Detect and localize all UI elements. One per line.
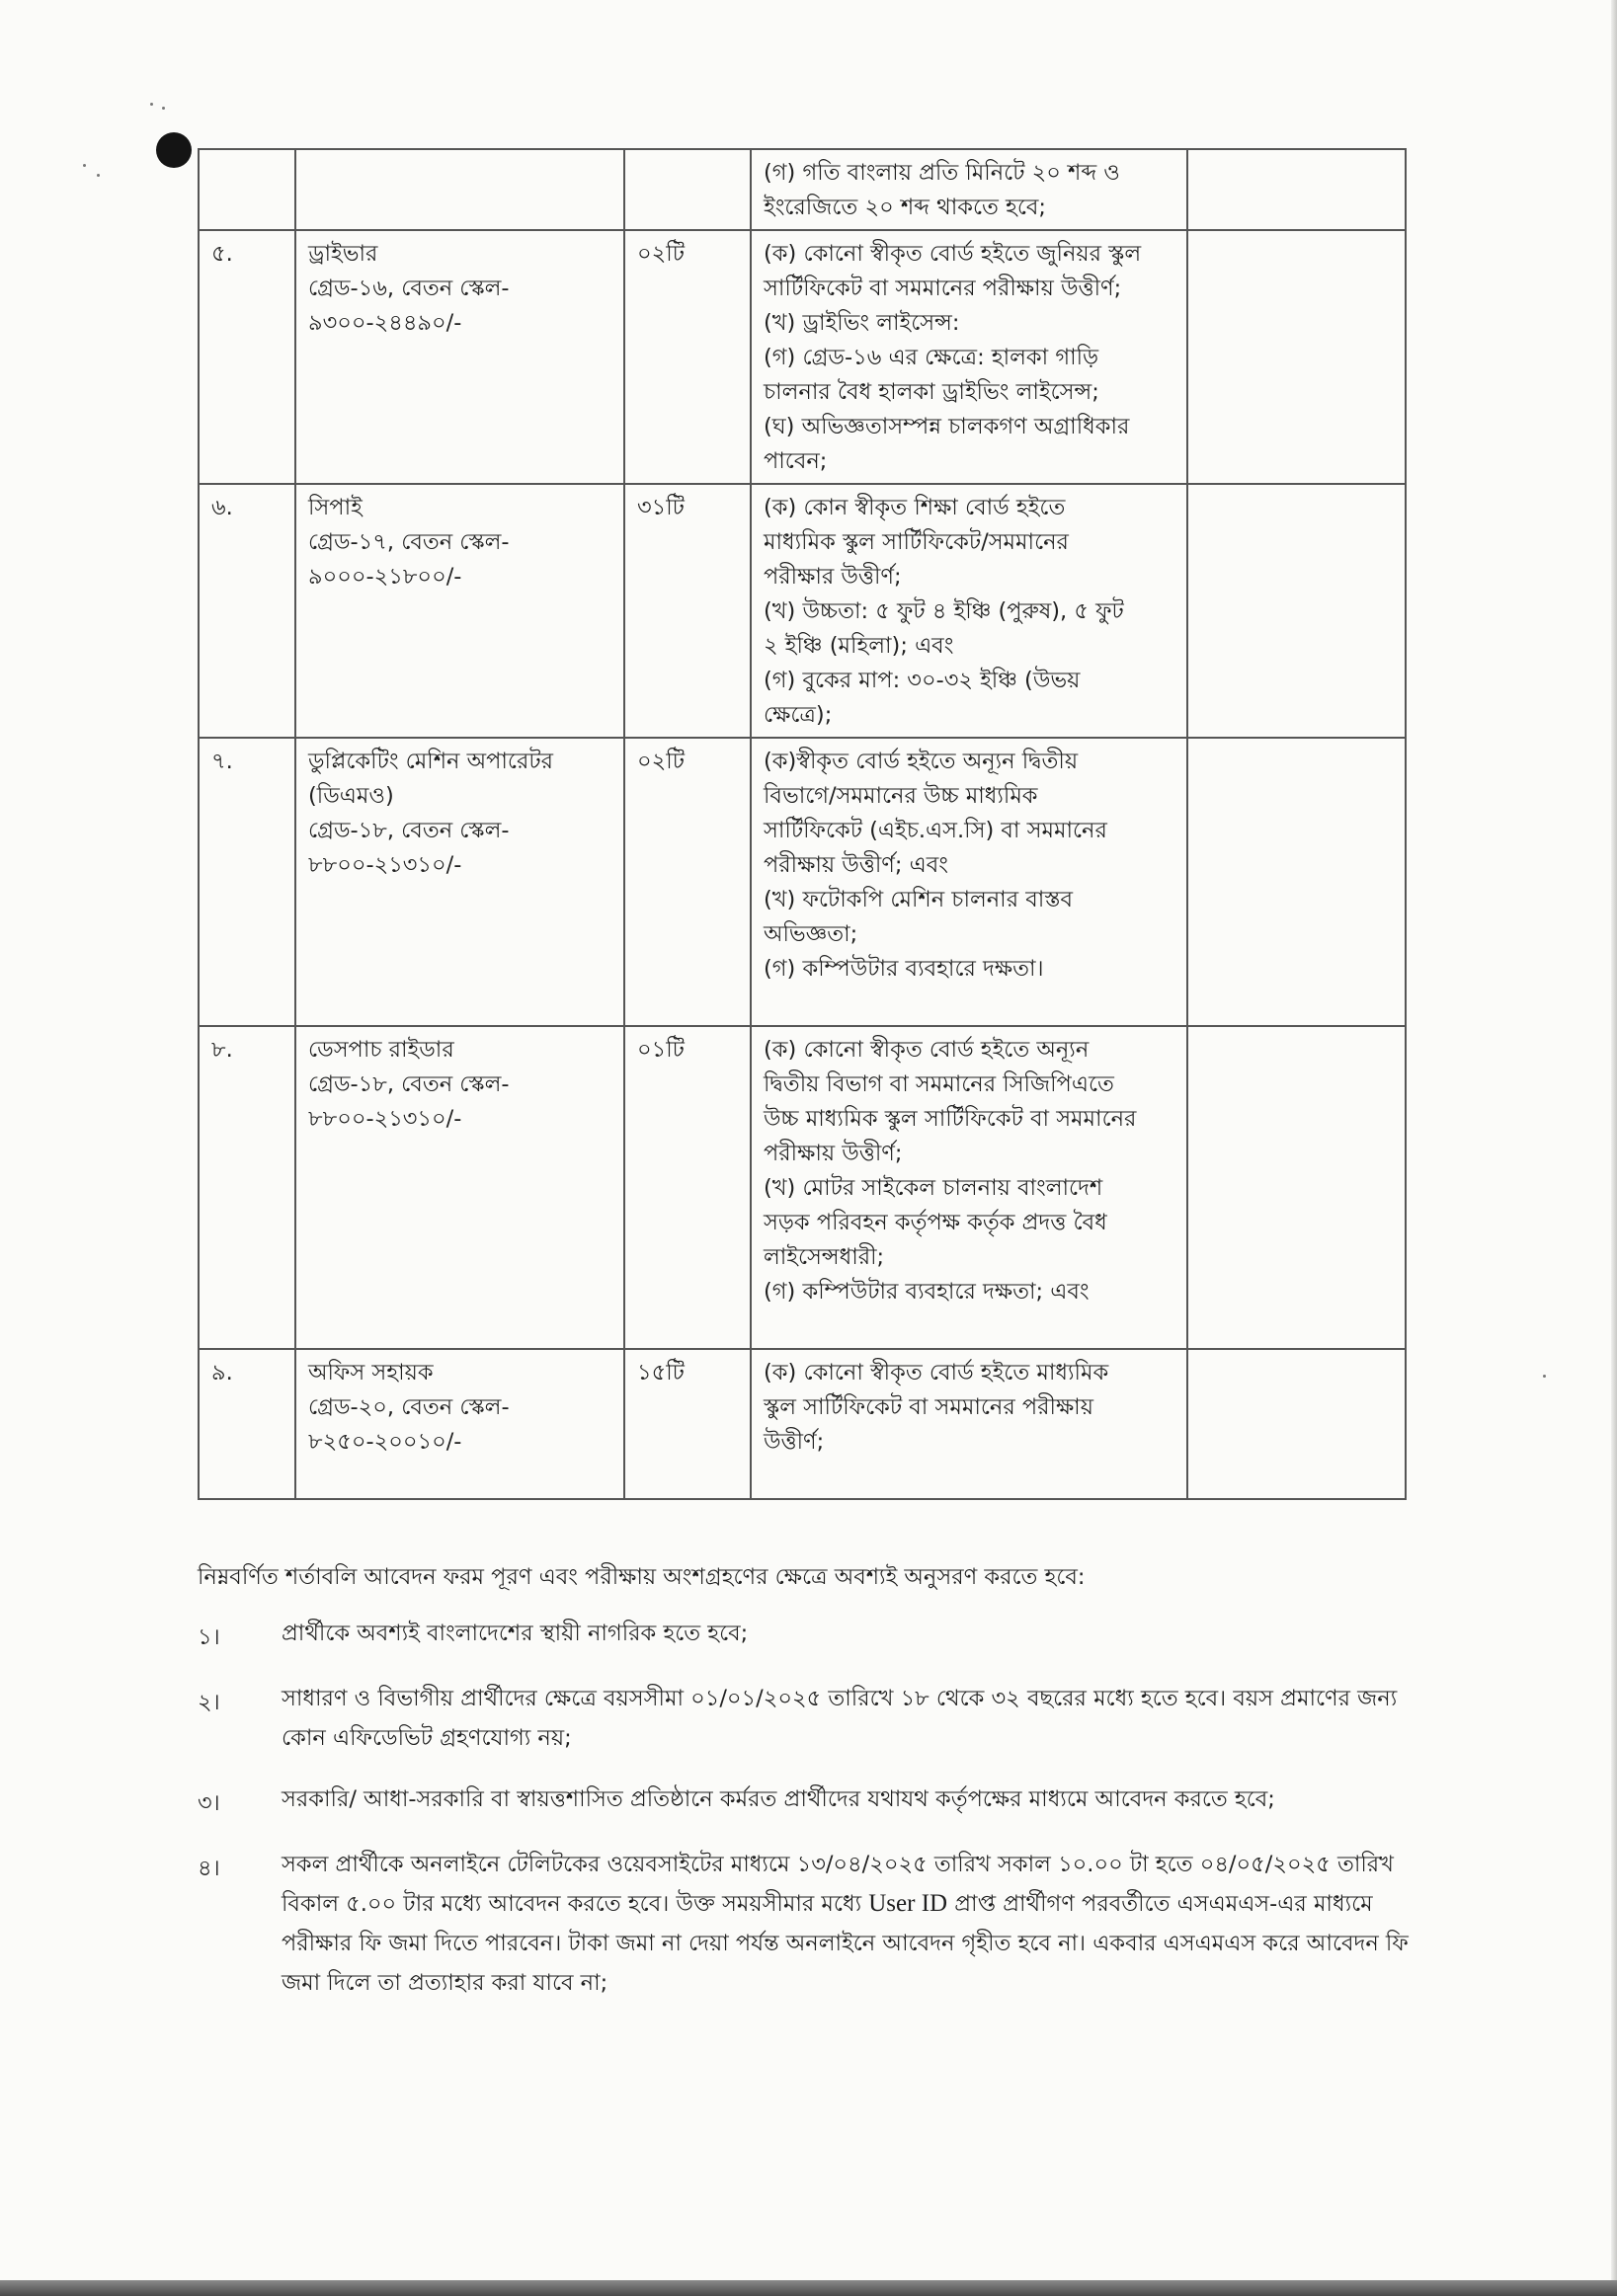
qualification-line	[764, 987, 1174, 1021]
post-count-cell: ১৫টি	[624, 1349, 751, 1499]
scan-speck	[97, 174, 100, 177]
qualification-line: চালনার বৈধ হালকা ড্রাইভিং লাইসেন্স;	[764, 379, 1099, 405]
qualification-line: দ্বিতীয় বিভাগ বা সমমানের সিজিপিএতে	[764, 1071, 1114, 1097]
condition-text: সরকারি/ আধা-সরকারি বা স্বায়ত্তশাসিত প্রতিষ্ঠানে কর্মরত প্রার্থীদের যথাযথ কর্তৃপক্ষের মাধ্যমে আবেদন করতে হবে;	[282, 1786, 1275, 1812]
qualification-line	[764, 1460, 1174, 1494]
qualification-line: (ক) কোনো স্বীকৃত বোর্ড হইতে মাধ্যমিক	[764, 1360, 1109, 1386]
conditions-intro: নিম্নবর্ণিত শর্তাবলি আবেদন ফরম পূরণ এবং পরীক্ষায় অংশগ্রহণের ক্ষেত্রে অবশ্যই অনুসরণ করতে হবে:	[198, 1564, 1086, 1590]
qualification-line: (ক) কোনো স্বীকৃত বোর্ড হইতে জুনিয়র স্কুল	[764, 241, 1142, 267]
punch-hole	[156, 132, 192, 168]
post-cell	[295, 149, 624, 230]
remarks-cell	[1187, 149, 1406, 230]
qualification-line: লাইসেন্সধারী;	[764, 1244, 885, 1270]
qualification-line	[764, 1309, 1174, 1344]
condition-number: ১।	[198, 1624, 220, 1650]
post-row	[199, 1349, 1406, 1499]
condition-text-part: প্রাপ্ত প্রার্থীগণ পরবর্তীতে এসএমএস-এর মাধ্যমে পরীক্ষার ফি জমা দিতে পারবেন। টাকা জমা না দেয়া পর্যন্ত অনলাইনে আবেদন গৃহীত হবে না। একবার এসএমএস করে আবেদন ফি জমা দিলে তা প্রত্যাহার করা যাবে না;	[282, 1891, 1409, 1996]
qualification-line: সার্টিফিকেট বা সমমানের পরীক্ষায় উত্তীর্ণ;	[764, 276, 1122, 301]
serial-cell: ৯.	[199, 1349, 295, 1499]
condition-text: সাধারণ ও বিভাগীয় প্রার্থীদের ক্ষেত্রে বয়সসীমা ০১/০১/২০২৫ তারিখে ১৮ থেকে ৩২ বছরের মধ্যে হতে হবে। বয়স প্রমাণের জন্য কোন এফিডেভিট গ্রহণযোগ্য নয়;	[282, 1686, 1398, 1751]
qualification-line: সার্টিফিকেট (এইচ.এস.সি) বা সমমানের	[764, 818, 1107, 843]
condition-item	[198, 1845, 1442, 2003]
qualification-line: পাবেন;	[764, 448, 828, 474]
post-cell	[295, 230, 624, 484]
qualification-cell	[751, 1026, 1187, 1349]
condition-item	[198, 1679, 1442, 1758]
post-line: অফিস সহায়ক	[308, 1360, 434, 1386]
qualification-line: ২ ইঞ্চি (মহিলা); এবং	[764, 633, 954, 659]
qualification-line: সড়ক পরিবহন কর্তৃপক্ষ কর্তৃক প্রদত্ত বৈধ	[764, 1210, 1107, 1235]
post-cell	[295, 484, 624, 738]
conditions-section	[198, 1560, 1442, 2024]
serial-cell: ৫.	[199, 230, 295, 484]
post-row	[199, 738, 1406, 1026]
qualification-line: (খ) মোটর সাইকেল চালনায় বাংলাদেশ	[764, 1175, 1103, 1201]
post-line: গ্রেড-২০, বেতন স্কেল-	[308, 1394, 510, 1420]
qualification-line: (খ) উচ্চতা: ৫ ফুট ৪ ইঞ্চি (পুরুষ), ৫ ফুট	[764, 598, 1124, 624]
posts-table-body	[199, 149, 1406, 1499]
post-line: ৯০০০-২১৮০০/-	[308, 564, 462, 590]
qualification-line: (ক)স্বীকৃত বোর্ড হইতে অন্যূন দ্বিতীয়	[764, 749, 1079, 774]
condition-number: ৪।	[198, 1856, 220, 1881]
post-cell	[295, 1026, 624, 1349]
post-count-cell: ০১টি	[624, 1026, 751, 1349]
post-row	[199, 484, 1406, 738]
qualification-line: (গ) গতি বাংলায় প্রতি মিনিটে ২০ শব্দ ও	[764, 160, 1120, 186]
qualification-line: পরীক্ষার উত্তীর্ণ;	[764, 564, 902, 590]
qualification-line: (খ) ড্রাইভিং লাইসেন্স:	[764, 310, 960, 336]
qualification-line: (ক) কোনো স্বীকৃত বোর্ড হইতে অন্যূন	[764, 1037, 1090, 1063]
qualification-line: (ঘ) অভিজ্ঞতাসম্পন্ন চালকগণ অগ্রাধিকার	[764, 414, 1130, 439]
remarks-cell	[1187, 230, 1406, 484]
condition-item	[198, 1614, 1442, 1657]
post-line: গ্রেড-১৭, বেতন স্কেল-	[308, 529, 510, 555]
post-line: গ্রেড-১৬, বেতন স্কেল-	[308, 276, 510, 301]
post-line: (ডিএমও)	[308, 783, 394, 809]
scan-speck	[162, 107, 165, 110]
post-line: সিপাই	[308, 495, 363, 520]
post-line: ডেসপাচ রাইডার	[308, 1037, 454, 1063]
post-line: ৮২৫০-২০০১০/-	[308, 1429, 462, 1455]
user-id-term: User ID	[868, 1890, 948, 1917]
post-count-cell: ৩১টি	[624, 484, 751, 738]
qualification-line: (গ) বুকের মাপ: ৩০-৩২ ইঞ্চি (উভয়	[764, 668, 1081, 693]
serial-cell	[199, 149, 295, 230]
qualification-cell	[751, 230, 1187, 484]
serial-cell: ৮.	[199, 1026, 295, 1349]
serial-cell: ৬.	[199, 484, 295, 738]
scan-speck	[150, 103, 153, 106]
qualification-line: (খ) ফটোকপি মেশিন চালনার বাস্তব	[764, 887, 1073, 912]
qualification-line: উত্তীর্ণ;	[764, 1429, 825, 1455]
post-cell	[295, 738, 624, 1026]
qualification-line: পরীক্ষায় উত্তীর্ণ;	[764, 1141, 903, 1166]
scan-speck	[83, 164, 86, 167]
remarks-cell	[1187, 484, 1406, 738]
qualification-line: স্কুল সার্টিফিকেট বা সমমানের পরীক্ষায়	[764, 1394, 1093, 1420]
condition-text	[282, 1845, 1442, 2003]
post-line: ড্রাইভার	[308, 241, 378, 267]
post-count-cell: ০২টি	[624, 738, 751, 1026]
qualification-line: বিভাগে/সমমানের উচ্চ মাধ্যমিক	[764, 783, 1038, 809]
post-line: গ্রেড-১৮, বেতন স্কেল-	[308, 1071, 510, 1097]
page-edge-shadow	[1611, 0, 1617, 2296]
scan-speck	[1543, 1375, 1546, 1378]
qualification-line: পরীক্ষায় উত্তীর্ণ; এবং	[764, 852, 948, 878]
post-count-cell	[624, 149, 751, 230]
qualification-line: (গ) কম্পিউটার ব্যবহারে দক্ষতা।	[764, 956, 1044, 982]
qualification-cell	[751, 1349, 1187, 1499]
posts-table	[198, 148, 1407, 1500]
post-line: ৯৩০০-২৪৪৯০/-	[308, 310, 462, 336]
post-line: ডুপ্লিকেটিং মেশিন অপারেটর	[308, 749, 553, 774]
remarks-cell	[1187, 1349, 1406, 1499]
condition-number: ২।	[198, 1690, 220, 1715]
qualification-cell	[751, 149, 1187, 230]
post-row	[199, 1026, 1406, 1349]
qualification-cell	[751, 484, 1187, 738]
qualification-line: উচ্চ মাধ্যমিক স্কুল সার্টিফিকেট বা সমমানের	[764, 1106, 1137, 1132]
page-bottom-shadow	[0, 2280, 1617, 2296]
post-count-cell: ০২টি	[624, 230, 751, 484]
qualification-line: (ক) কোন স্বীকৃত শিক্ষা বোর্ড হইতে	[764, 495, 1066, 520]
post-line: ৮৮০০-২১৩১০/-	[308, 1106, 462, 1132]
qualification-cell	[751, 738, 1187, 1026]
post-cell	[295, 1349, 624, 1499]
condition-item	[198, 1780, 1442, 1823]
qualification-line: (গ) গ্রেড-১৬ এর ক্ষেত্রে: হালকা গাড়ি	[764, 345, 1099, 370]
condition-text-part: সকল প্রার্থীকে অনলাইনে টেলিটকের ওয়েবসাইটের মাধ্যমে ১৩/০৪/২০২৫ তারিখ সকাল ১০.০০ টা হতে ০৪/০৫/২০২৫ তারিখ বিকাল ৫.০০ টার মধ্যে আবেদন করতে হবে। উক্ত সময়সীমার মধ্যে	[282, 1852, 1394, 1917]
qualification-line: মাধ্যমিক স্কুল সার্টিফিকেট/সমমানের	[764, 529, 1069, 555]
serial-cell: ৭.	[199, 738, 295, 1026]
remarks-cell	[1187, 1026, 1406, 1349]
qualification-line: অভিজ্ঞতা;	[764, 921, 858, 947]
qualification-line: ক্ষেত্রে);	[764, 702, 833, 728]
post-line: গ্রেড-১৮, বেতন স্কেল-	[308, 818, 510, 843]
post-line: ৮৮০০-২১৩১০/-	[308, 852, 462, 878]
qualification-line: (গ) কম্পিউটার ব্যবহারে দক্ষতা; এবং	[764, 1279, 1090, 1305]
remarks-cell	[1187, 738, 1406, 1026]
post-row	[199, 230, 1406, 484]
qualification-line: ইংরেজিতে ২০ শব্দ থাকতে হবে;	[764, 195, 1047, 220]
post-row	[199, 149, 1406, 230]
condition-number: ৩।	[198, 1790, 220, 1816]
condition-text: প্রার্থীকে অবশ্যই বাংলাদেশের স্থায়ী নাগরিক হতে হবে;	[282, 1621, 749, 1646]
